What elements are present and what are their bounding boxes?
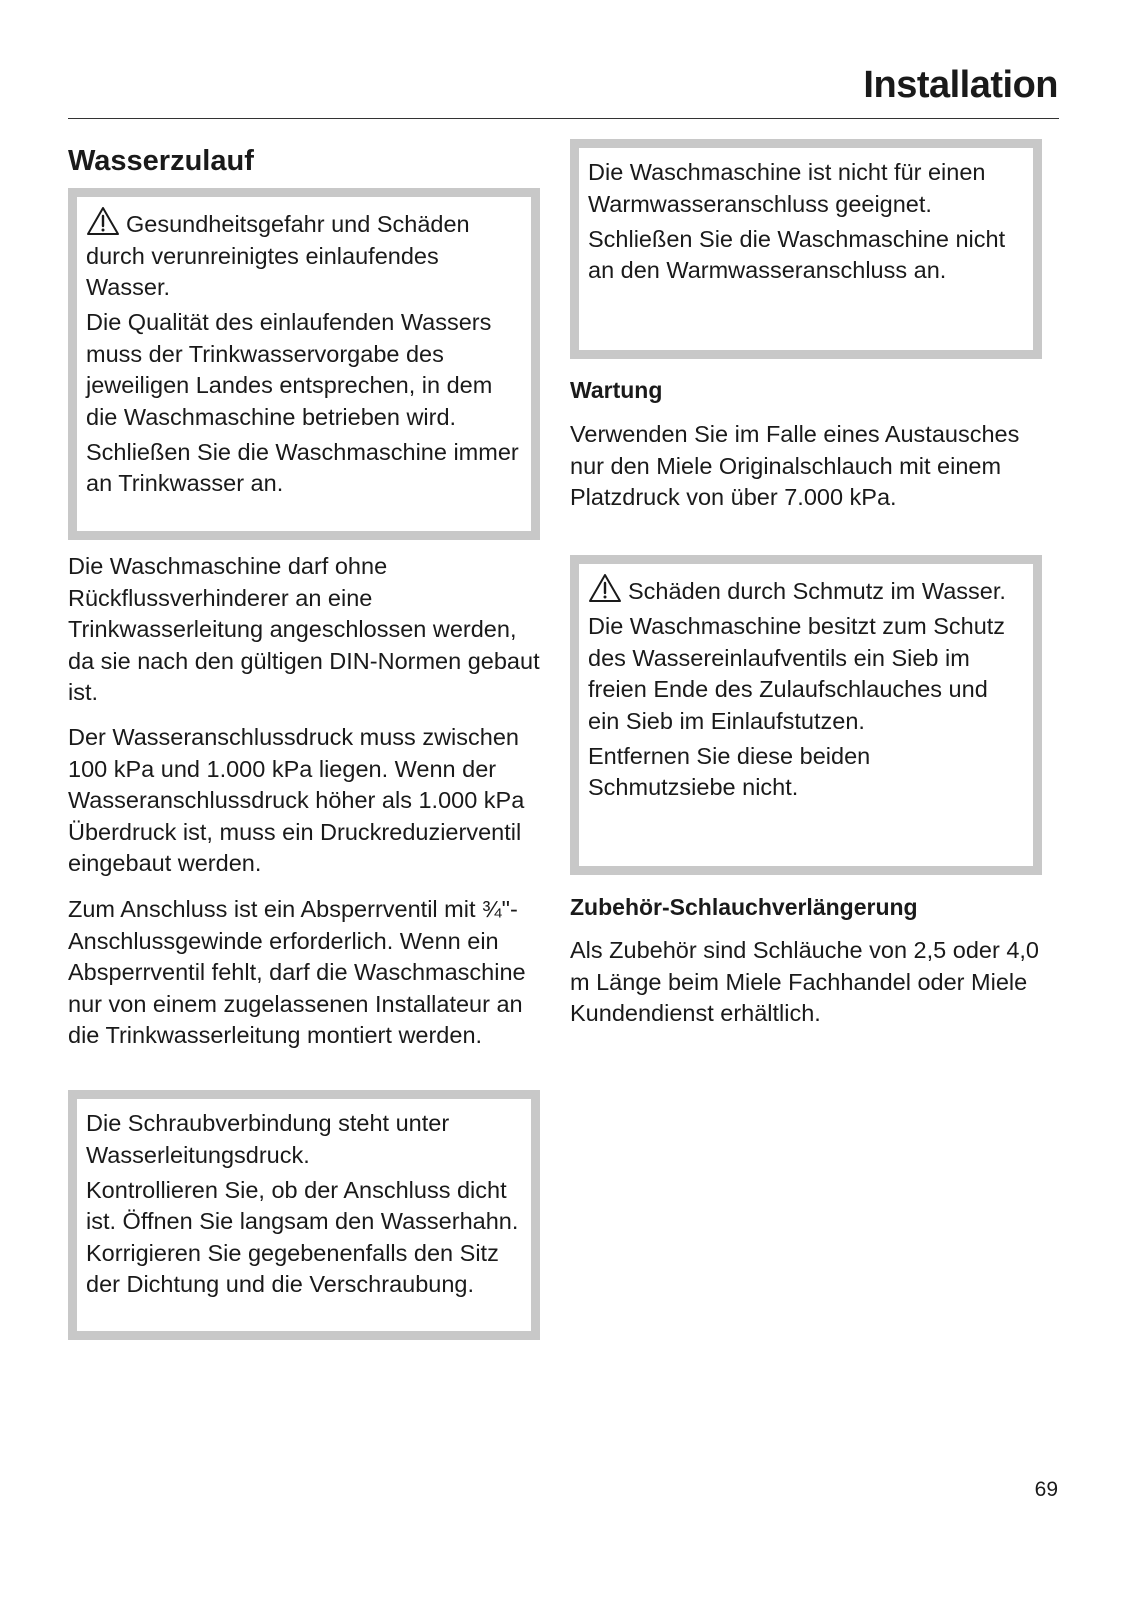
header-rule (68, 118, 1059, 119)
warning-paragraph: Entfernen Sie diese beiden Schmutzsiebe nicht. (588, 742, 871, 800)
section-heading-wasserzulauf: Wasserzulauf (68, 145, 254, 177)
notice-paragraph: Die Waschmaschine ist nicht für einen Warmwasseranschluss geeignet. (588, 159, 986, 217)
warning-box-health (68, 188, 540, 540)
subheading-zubehoer: Zubehör-Schlauchverlängerung (570, 894, 918, 920)
paragraph-wartung: Verwenden Sie im Falle eines Austausches nur den Miele Originalschlauch mit einem Platzdruck von über 7.000 kPa. (570, 421, 1020, 510)
warning-lead-text: Gesundheitsgefahr und Schäden durch verunreinigtes einlaufendes Wasser. (86, 211, 470, 300)
page-title: Installation (863, 64, 1058, 106)
warning-paragraph: Schließen Sie die Waschmaschine immer an Trinkwasser an. (86, 438, 519, 496)
paragraph-rueckfluss: Die Waschmaschine darf ohne Rückflussverhinderer an eine Trinkwasserleitung angeschlossen werden, da sie nach den gültigen DIN-Normen gebaut ist. (68, 553, 540, 705)
warning-triangle-icon (588, 573, 622, 603)
paragraph-absperrventil: Zum Anschluss ist ein Absperrventil mit ¾"-Anschlussgewinde erforderlich. Wenn ein Absperrventil fehlt, darf die Waschmaschine nur von einem zugelassenen Installateur an die Trinkwasserleitung montiert werden. (68, 896, 526, 1048)
paragraph-anschlussdruck: Der Wasseranschlussdruck muss zwischen 100 kPa und 1.000 kPa liegen. Wenn der Wasseranschlussdruck höher als 1.000 kPa Überdruck ist, muss ein Druckreduzierventil eingebaut werden. (68, 724, 525, 876)
warning-triangle-icon (86, 206, 120, 236)
warning-lead (588, 573, 1023, 608)
notice-box-screw-connection (68, 1090, 540, 1340)
warning-lead-text: Schäden durch Schmutz im Wasser. (628, 578, 1006, 604)
page-number: 69 (1034, 1478, 1058, 1501)
notice-paragraph: Schließen Sie die Waschmaschine nicht an den Warmwasseranschluss an. (588, 225, 1006, 283)
warning-lead (86, 206, 521, 304)
warning-box-dirt (570, 555, 1042, 875)
subheading-wartung: Wartung (570, 377, 663, 403)
notice-paragraph: Kontrollieren Sie, ob der Anschluss dicht ist. Öffnen Sie langsam den Wasserhahn. Korrigieren Sie gegebenenfalls den Sitz der Dichtung und die Verschraubung. (86, 1176, 519, 1297)
warning-paragraph: Die Qualität des einlaufenden Wassers muss der Trinkwasservorgabe des jeweiligen Landes entsprechen, in dem die Waschmaschine betrieben wird. (86, 309, 493, 430)
warning-paragraph: Die Waschmaschine besitzt zum Schutz des Wassereinlaufventils ein Sieb im freien Ende des Zulaufschlauches und ein Sieb im Einlaufstutzen. (588, 613, 1006, 734)
paragraph-zubehoer: Als Zubehör sind Schläuche von 2,5 oder 4,0 m Länge beim Miele Fachhandel oder Miele Kundendienst erhältlich. (570, 937, 1039, 1026)
notice-paragraph: Die Schraubverbindung steht unter Wasserleitungsdruck. (86, 1110, 450, 1168)
notice-box-warm-water (570, 139, 1042, 359)
